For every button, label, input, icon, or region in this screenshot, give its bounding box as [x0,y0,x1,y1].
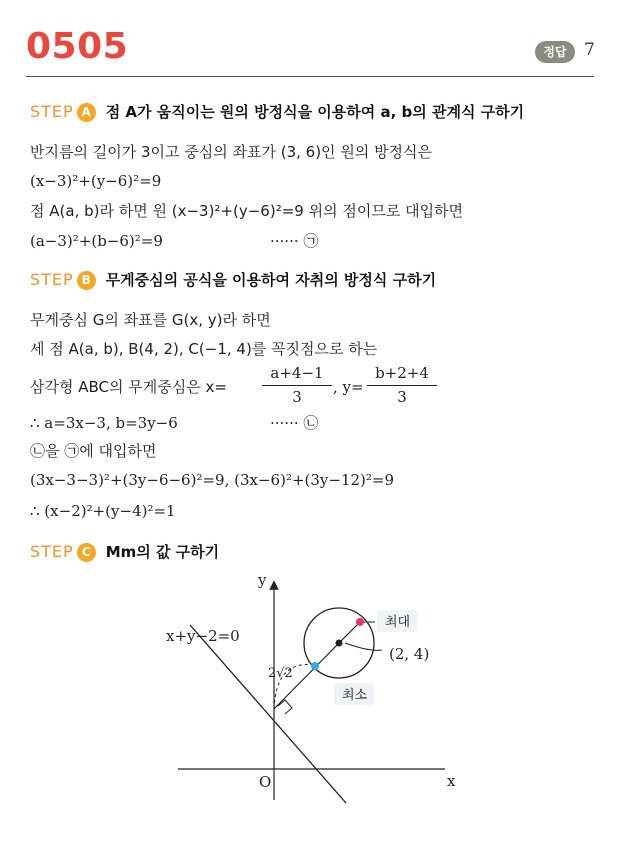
step-a-word: STEP [30,102,74,121]
step-b-line-6: (3x−3−3)²+(3y−6−6)²=9, (3x−6)²+(3y−12)²=9 [30,471,395,489]
y-axis-label: y [258,571,267,589]
step-a-badge: A [77,103,96,122]
step-c-title: Mm의 값 구하기 [105,543,220,561]
step-b-line-5: ㉡을 ㉠에 대입하면 [30,442,157,460]
step-b-line-1: 무게중심 G의 좌표를 G(x, y)라 하면 [30,311,271,329]
x-axis-label: x [447,772,456,790]
step-b-badge: B [77,271,96,290]
frac-2-numerator: b+2+4 [375,364,429,382]
step-a-line-1: 반지름의 길이가 3이고 중심의 좌표가 (3, 6)인 원의 방정식은 [30,143,433,161]
center-leader [345,643,382,650]
step-a-line-4: (a−3)²+(b−6)²=9 [30,232,163,250]
distance-label: 2√2 [268,666,293,681]
min-point [311,662,319,670]
step-a-line-4-tag: ······ ㉠ [270,232,319,250]
step-b-line-3-prefix: 삼각형 ABC의 무게중심은 x= [30,378,227,396]
line-label: x+y−2=0 [166,627,240,645]
frac-1-denominator: 3 [292,388,302,406]
max-label: 최대 [385,615,411,630]
step-c-badge: C [77,543,96,562]
step-b-title: 무게중심의 공식을 이용하여 자취의 방정식 구하기 [105,271,437,289]
step-b-line-7: ∴ (x−2)²+(y−4)²=1 [30,502,176,520]
min-label: 최소 [342,688,368,703]
step-b-word: STEP [30,270,74,289]
frac-1-numerator: a+4−1 [270,364,324,382]
problem-number: 0505 [26,26,129,67]
step-b-line-2: 세 점 A(a, b), B(4, 2), C(−1, 4)를 꼭짓점으로 하는 [30,340,378,358]
step-a-line-2: (x−3)²+(y−6)²=9 [30,172,162,190]
step-b-line-4-tag: ······ ㉡ [270,414,319,432]
step-b-line-3-mid: , y= [333,378,364,396]
step-b-line-4: ∴ a=3x−3, b=3y−6 [30,414,178,432]
step-c-word: STEP [30,542,74,561]
center-label: (2, 4) [389,645,430,663]
step-a-title: 점 A가 움직이는 원의 방정식을 이용하여 a, b의 관계식 구하기 [105,103,525,121]
max-point [356,618,364,626]
center-point [336,640,343,647]
center-to-max [339,622,360,643]
answer-badge: 정답 [535,41,575,63]
origin-label: O [259,773,272,791]
step-a-line-3: 점 A(a, b)라 하면 원 (x−3)²+(y−6)²=9 위의 점이므로 대입하면 [30,202,464,220]
answer-value: 7 [584,40,595,60]
frac-2-denominator: 3 [397,388,407,406]
